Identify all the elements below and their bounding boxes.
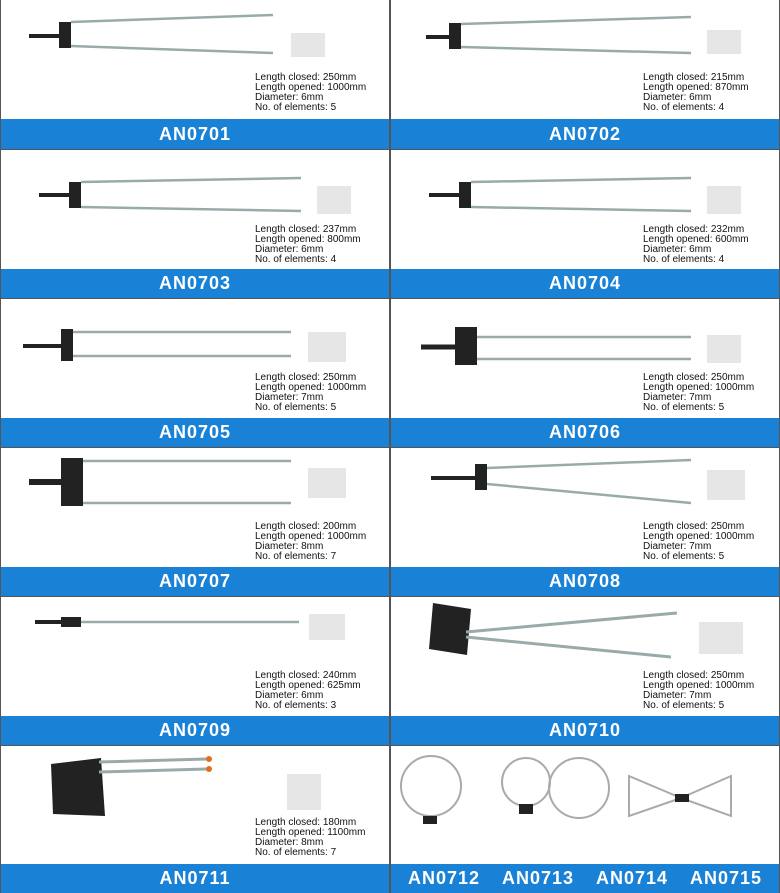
spec-length-closed: Length closed: 250mm — [255, 72, 357, 83]
product-code: AN0710 — [391, 716, 779, 745]
spec-length-opened: Length opened: 1000mm — [255, 531, 367, 542]
product-card-an0704 — [390, 150, 780, 298]
product-code: AN0704 — [391, 269, 779, 298]
spec-length-closed: Length closed: 232mm — [643, 224, 745, 235]
spec-elements: No. of elements: 5 — [255, 102, 337, 113]
spec-diameter: Diameter: 6mm — [255, 244, 324, 255]
product-code: AN0703 — [1, 269, 389, 298]
spec-length-opened: Length opened: 1000mm — [255, 82, 367, 93]
spec-list — [643, 522, 754, 562]
product-card-an0702 — [390, 0, 780, 149]
product-code: AN0708 — [391, 567, 779, 596]
spec-length-closed: Length closed: 240mm — [255, 670, 357, 681]
spec-list — [255, 73, 366, 113]
product-code: AN0707 — [1, 567, 389, 596]
spec-elements: No. of elements: 5 — [643, 551, 725, 562]
spec-length-closed: Length closed: 215mm — [643, 72, 745, 83]
spec-list — [643, 73, 749, 113]
spec-length-opened: Length opened: 1000mm — [255, 382, 367, 393]
spec-length-closed: Length closed: 250mm — [643, 670, 745, 681]
product-card-an0705 — [0, 299, 390, 447]
spec-length-closed: Length closed: 180mm — [255, 817, 357, 828]
spec-length-closed: Length closed: 250mm — [643, 372, 745, 383]
product-card-an0709 — [0, 597, 390, 745]
spec-diameter: Diameter: 7mm — [643, 392, 712, 403]
product-code-band — [391, 864, 779, 893]
product-code: AN0712 — [407, 868, 481, 888]
product-code: AN0706 — [391, 418, 779, 447]
spec-list — [255, 671, 361, 711]
spec-list — [643, 373, 754, 413]
loop-antennas-photo — [391, 746, 780, 856]
spec-elements: No. of elements: 4 — [643, 254, 725, 265]
spec-elements: No. of elements: 4 — [255, 254, 337, 265]
spec-diameter: Diameter: 6mm — [643, 244, 712, 255]
spec-elements: No. of elements: 5 — [643, 402, 725, 413]
spec-list — [643, 671, 754, 711]
spec-diameter: Diameter: 7mm — [643, 541, 712, 552]
product-card-an0707 — [0, 448, 390, 596]
spec-diameter: Diameter: 6mm — [643, 92, 712, 103]
spec-elements: No. of elements: 4 — [643, 102, 725, 113]
spec-diameter: Diameter: 6mm — [255, 690, 324, 701]
product-card-an0701 — [0, 0, 390, 149]
product-code: AN0711 — [1, 864, 389, 893]
product-code: AN0705 — [1, 418, 389, 447]
spec-list — [255, 818, 365, 858]
product-card-an0711 — [0, 746, 390, 893]
product-card-multi — [390, 746, 780, 893]
spec-length-opened: Length opened: 600mm — [643, 234, 749, 245]
product-code: AN0702 — [391, 119, 779, 149]
spec-diameter: Diameter: 7mm — [255, 392, 324, 403]
spec-length-opened: Length opened: 1100mm — [255, 827, 366, 838]
product-code: AN0713 — [501, 868, 575, 888]
spec-elements: No. of elements: 7 — [255, 551, 337, 562]
product-code: AN0714 — [595, 868, 669, 888]
spec-diameter: Diameter: 8mm — [255, 541, 324, 552]
product-code: AN0709 — [1, 716, 389, 745]
product-code: AN0715 — [689, 868, 763, 888]
spec-diameter: Diameter: 8mm — [255, 837, 324, 848]
product-code: AN0701 — [1, 119, 389, 149]
spec-diameter: Diameter: 7mm — [643, 690, 712, 701]
spec-length-opened: Length opened: 1000mm — [643, 531, 755, 542]
multi-code-row — [391, 868, 779, 889]
product-card-an0706 — [390, 299, 780, 447]
spec-elements: No. of elements: 3 — [255, 700, 337, 711]
spec-diameter: Diameter: 6mm — [255, 92, 324, 103]
spec-length-opened: Length opened: 1000mm — [643, 382, 755, 393]
spec-list — [255, 522, 366, 562]
spec-length-closed: Length closed: 250mm — [643, 521, 745, 532]
spec-length-opened: Length opened: 625mm — [255, 680, 361, 691]
spec-elements: No. of elements: 5 — [255, 402, 337, 413]
spec-length-closed: Length closed: 250mm — [255, 372, 357, 383]
spec-length-opened: Length opened: 800mm — [255, 234, 361, 245]
spec-length-closed: Length closed: 200mm — [255, 521, 357, 532]
spec-list — [643, 225, 749, 265]
product-card-an0710 — [390, 597, 780, 745]
spec-elements: No. of elements: 5 — [643, 700, 725, 711]
spec-length-opened: Length opened: 1000mm — [643, 680, 755, 691]
spec-list — [255, 373, 366, 413]
product-card-an0703 — [0, 150, 390, 298]
spec-length-opened: Length opened: 870mm — [643, 82, 749, 93]
spec-length-closed: Length closed: 237mm — [255, 224, 357, 235]
product-card-an0708 — [390, 448, 780, 596]
spec-elements: No. of elements: 7 — [255, 847, 337, 858]
spec-list — [255, 225, 361, 265]
